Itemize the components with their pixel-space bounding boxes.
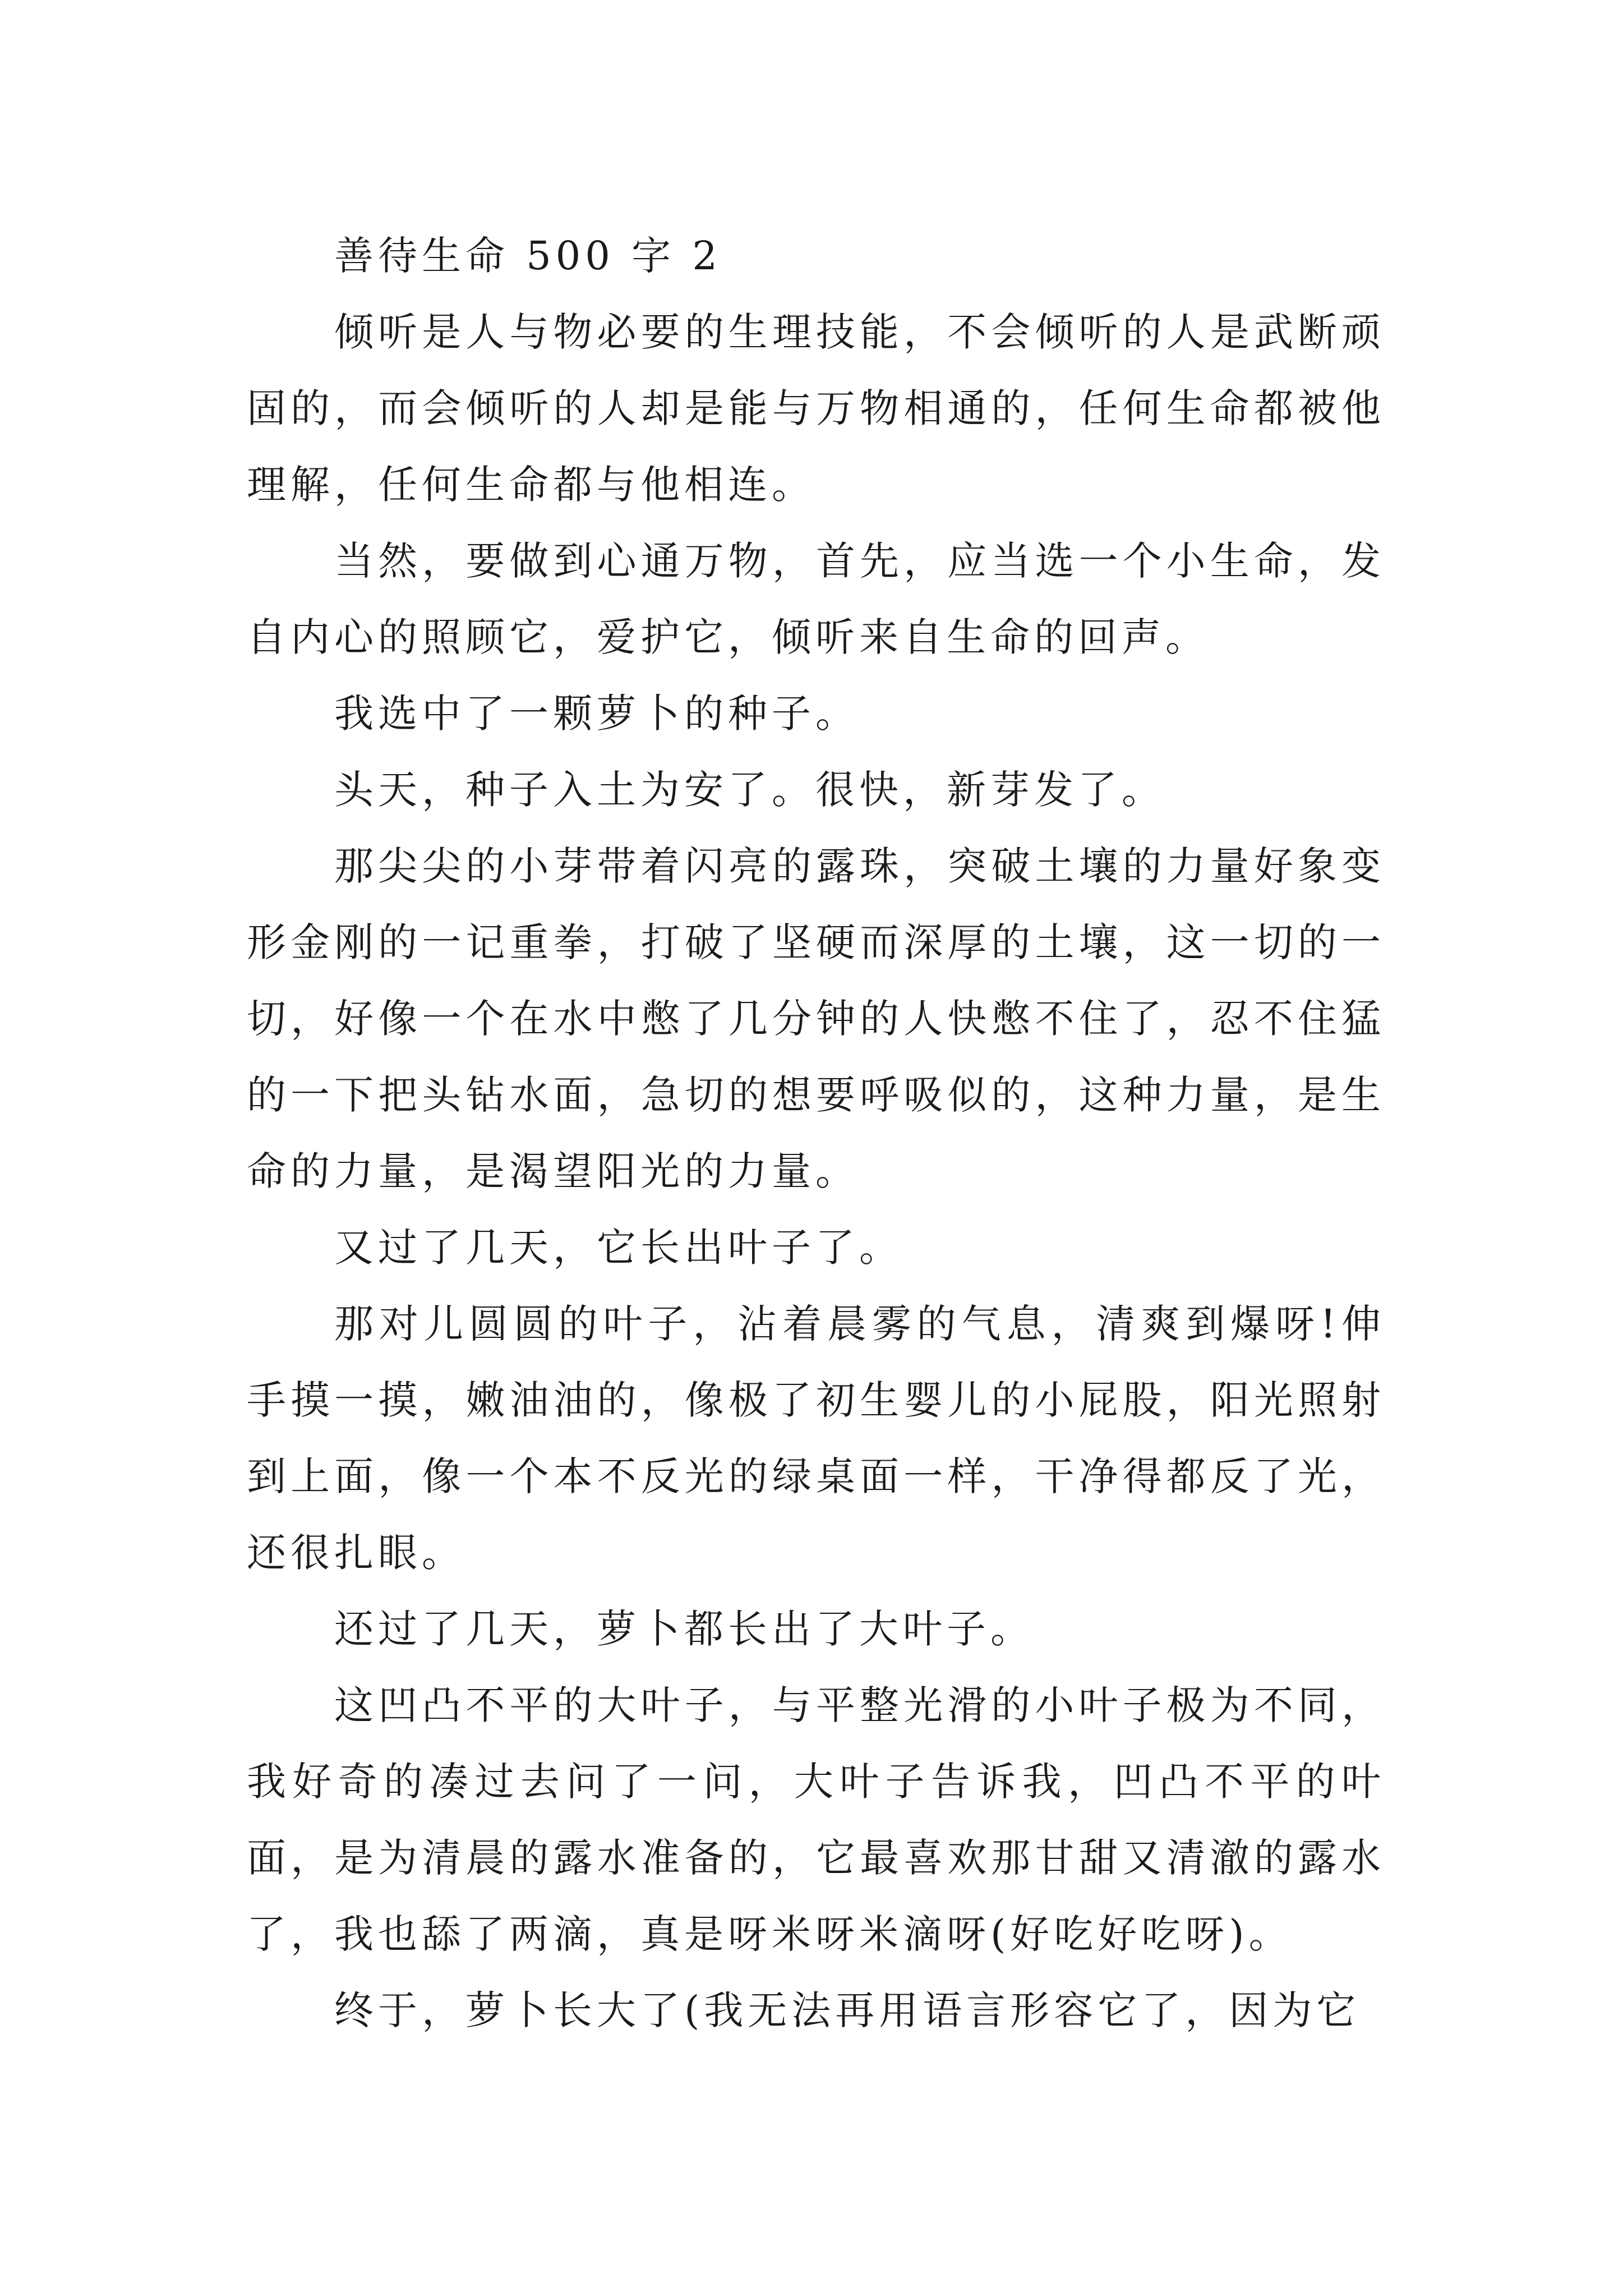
document-body: [247, 218, 1385, 2049]
document-title: 善待生命 500 字 2: [334, 233, 722, 279]
paragraph: 终于，萝卜长大了(我无法再用语言形容它了，因为它: [334, 1987, 1361, 2033]
paragraph: 又过了几天，它长出叶子了。: [334, 1225, 903, 1271]
paragraph: 那尖尖的小芽带着闪亮的露珠，突破土壤的力量好象变形金刚的一记重拳，打破了坚硬而深厚的土壤，这一切的一切，好像一个在水中憋了几分钟的人快憋不住了，忍不住猛的一下把头钻水面，急切的想要呼吸似的，这种力量，是生命的力量，是渴望阳光的力量。: [247, 843, 1385, 1194]
paragraph: 我选中了一颗萝卜的种子。: [334, 691, 859, 737]
paragraph: 倾听是人与物必要的生理技能，不会倾听的人是武断顽固的，而会倾听的人却是能与万物相通的，任何生命都被他理解，任何生命都与他相连。: [247, 309, 1385, 508]
paragraph: 当然，要做到心通万物，首先，应当选一个小生命，发自内心的照顾它，爱护它，倾听来自生命的回声。: [247, 538, 1385, 660]
paragraph: 还过了几天，萝卜都长出了大叶子。: [334, 1606, 1034, 1652]
paragraph: 头天，种子入土为安了。很快，新芽发了。: [334, 767, 1165, 813]
paragraph: 这凹凸不平的大叶子，与平整光滑的小叶子极为不同，我好奇的凑过去问了一问，大叶子告诉我，凹凸不平的叶面，是为清晨的露水准备的，它最喜欢那甘甜又清澈的露水了，我也舔了两滴，真是呀米呀米滴呀(好吃好吃呀)。: [247, 1682, 1385, 1957]
paragraph: 那对儿圆圆的叶子，沾着晨雾的气息，清爽到爆呀!伸手摸一摸，嫩油油的，像极了初生婴儿的小屁股，阳光照射到上面，像一个本不反光的绿桌面一样，干净得都反了光，还很扎眼。: [247, 1301, 1385, 1576]
